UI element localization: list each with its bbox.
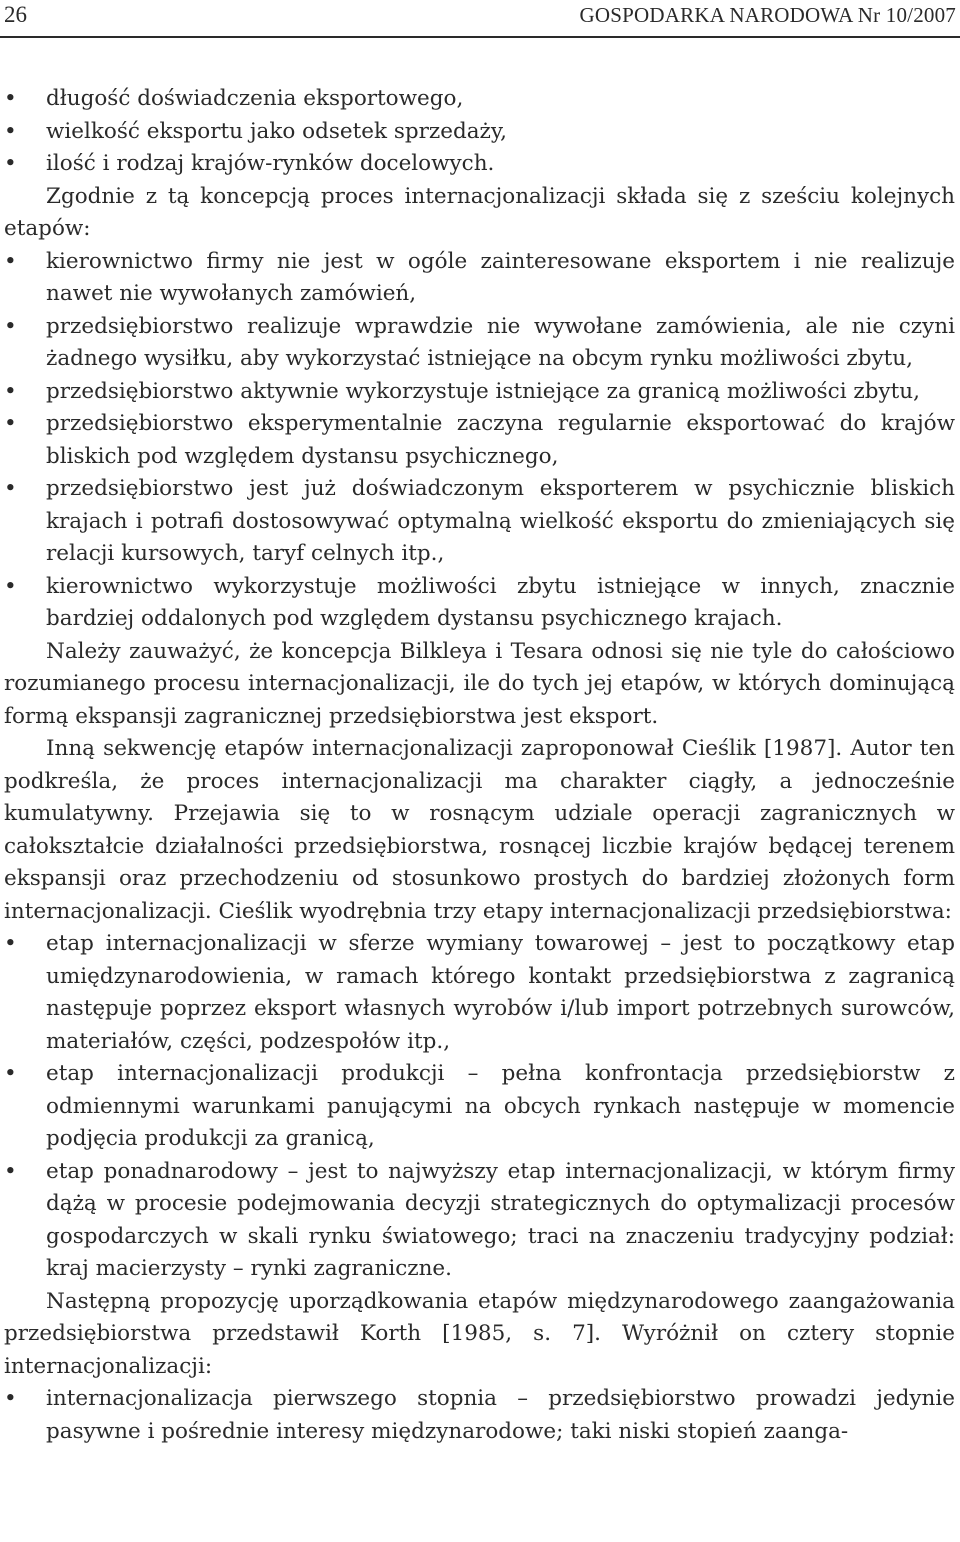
bullet-icon: • [4,151,17,176]
list-item: • internacjonalizacja pierwszego stopnia – przedsiębiorstwo prowadzi jedynie pasywne i pośrednie interesy międzynarodowe; taki niski stopień zaanga- [4,1383,955,1448]
bullet-icon: • [4,378,17,404]
running-title: GOSPODARKA NARODOWA Nr 10/2007 [579,3,956,27]
list-item: • długość doświadczenia eksportowego, [4,83,955,116]
page-header [0,0,960,38]
bullet-icon: • [4,931,17,956]
paragraph: Następną propozycję uporządkowania etapów międzynarodowego zaangażowania przedsiębiorstwa przedstawił Korth [1985, s. 7]. Wyróżnił on cztery stopnie internacjonalizacji: [4,1288,955,1379]
list-item: • etap ponadnarodowy – jest to najwyższy etap internacjonalizacji, w którym firmy dążą w procesie podejmowania decyzji strategicznych do optymalizacji procesów gospodarczych w skali rynku światowego; traci na znaczeniu tradycyjny podział: kraj macierzysty – rynki zagraniczne. [4,1156,955,1286]
list-item: • kierownictwo firmy nie jest w ogóle zainteresowane eksportem i nie realizuje nawet nie wywołanych zamówień, [4,246,955,311]
bullet-icon: • [4,573,17,599]
bullet-icon: • [4,1061,17,1086]
bullet-icon: • [4,1386,17,1411]
list-item: • przedsiębiorstwo aktywnie wykorzystuje istniejące za granicą możliwości zbytu, [4,376,955,409]
bullet-icon: • [4,1158,17,1184]
list-item: • przedsiębiorstwo jest już doświadczonym eksporterem w psychicznie bliskich krajach i potrafi dostosowywać optymalną wielkość eksportu do zmieniających się relacji kursowych, taryf celnych itp., [4,473,955,571]
list-item: • etap internacjonalizacji produkcji – pełna konfrontacja przedsiębiorstw z odmiennymi warunkami panującymi na obcych rynkach następuje w momencie podjęcia produkcji za granicą, [4,1058,955,1156]
bullet-list-stages [4,246,955,636]
bullet-list-criteria [4,83,955,181]
bullet-icon: • [4,248,17,274]
bullet-icon: • [4,86,17,111]
bullet-icon: • [4,313,17,339]
list-item: • wielkość eksportu jako odsetek sprzedaży, [4,116,955,149]
list-item: • ilość i rodzaj krajów-rynków docelowych. [4,148,955,181]
bullet-list-korth [4,1383,955,1448]
list-item: • przedsiębiorstwo eksperymentalnie zaczyna regularnie eksportować do krajów bliskich pod względem dystansu psychicznego, [4,408,955,473]
list-item: • etap internacjonalizacji w sferze wymiany towarowej – jest to początkowy etap umiędzynarodowienia, w ramach którego kontakt przedsiębiorstwa z zagranicą następuje poprzez eksport własnych wyrobów i/lub import potrzebnych surowców, materiałów, części, podzespołów itp., [4,928,955,1058]
header-rule [0,36,960,38]
bullet-list-cieslik [4,928,955,1286]
bullet-icon: • [4,476,17,501]
list-item: • kierownictwo wykorzystuje możliwości zbytu istniejące w innych, znacznie bardziej oddalonych pod względem dystansu psychicznego krajach. [4,571,955,636]
page-number: 26 [4,2,27,27]
list-item: • przedsiębiorstwo realizuje wprawdzie nie wywołane zamówienia, ale nie czyni żadnego wysiłku, aby wykorzystać istniejące na obcym rynku możliwości zbytu, [4,311,955,376]
paragraph: Zgodnie z tą koncepcją proces internacjonalizacji składa się z sześciu kolejnych etapów: [4,183,955,241]
paragraph: Należy zauważyć, że koncepcja Bilkleya i Tesara odnosi się nie tyle do całościowo rozumianego procesu internacjonalizacji, ile do tych jej etapów, w których dominującą formą ekspansji zagranicznej przedsiębiorstwa jest eksport. [4,638,955,729]
bullet-icon: • [4,118,17,144]
bullet-icon: • [4,411,17,436]
paragraph: Inną sekwencję etapów internacjonalizacji zaproponował Cieślik [1987]. Autor ten podkreśla, że proces internacjonalizacji ma charakter ciągły, a jednocześnie kumulatywny. Przejawia się to w rosnącym udziale operacji zagranicznych w całokształcie działalności przedsiębiorstwa, rosnącej liczbie krajów będącej terenem ekspansji oraz przechodzeniu od stosunkowo prostych do bardziej złożonych form internacjonalizacji. Cieślik wyodrębnia trzy etapy internacjonalizacji przedsiębiorstwa: [4,736,955,924]
article-body [4,83,955,1448]
